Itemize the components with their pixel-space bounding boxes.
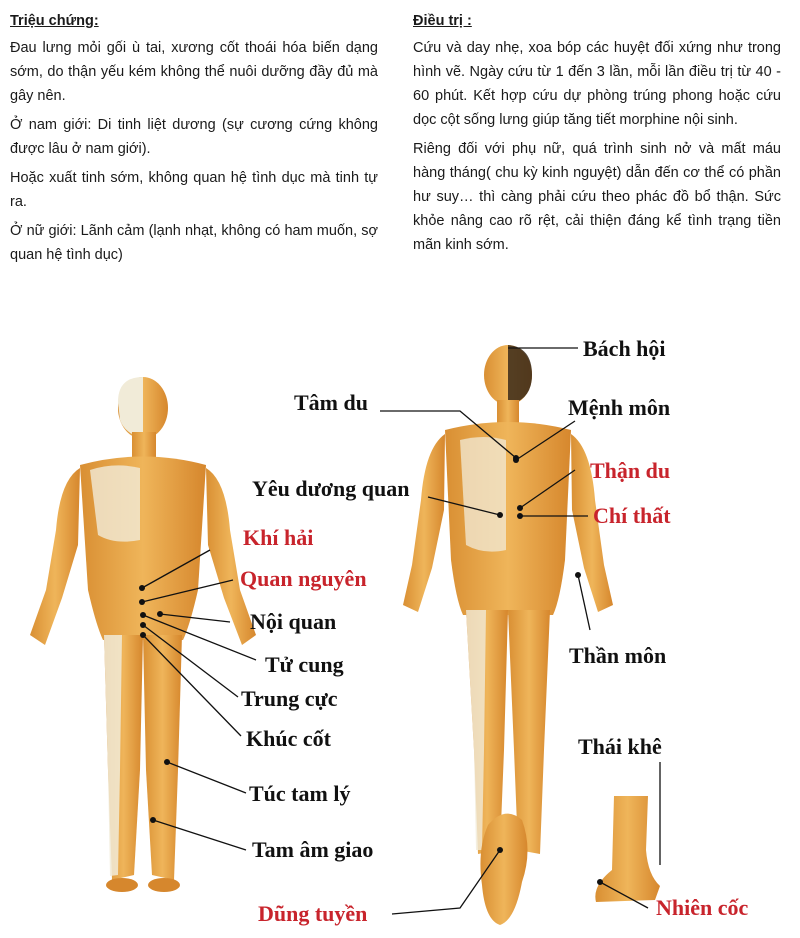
label-dung-tuyen: Dũng tuyền: [258, 901, 368, 926]
treatment-paragraph: Cứu và day nhẹ, xoa bóp các huyệt đối xứng như trong hình vẽ. Ngày cứu từ 1 đến 3 lần, mỗi lần điều trị từ 40 - 60 phút. Kết hợp cứu dự phòng trúng phong hoặc cứu dọc cột sống lưng giúp tăng tiết morphine nội sinh.: [413, 40, 781, 128]
label-chi-that: Chí thất: [593, 503, 671, 528]
foot-sole: [480, 814, 527, 925]
label-bach-hoi: Bách hội: [583, 336, 666, 361]
label-tu-cung: Tử cung: [265, 652, 344, 677]
label-trung-cuc: Trung cực: [241, 686, 338, 711]
symptoms-paragraph: Hoặc xuất tinh sớm, không quan hệ tình dục mà tinh tự ra.: [10, 170, 378, 210]
label-tam-du: Tâm du: [294, 390, 368, 415]
label-khi-hai: Khí hải: [243, 525, 314, 550]
treatment-paragraph: Riêng đối với phụ nữ, quá trình sinh nở và mất máu hàng tháng( chu kỳ kinh nguyệt) dẫn đến cơ thể có phần hư suy… thì càng phải cứu theo phác đồ bổ thận. Sức khỏe nâng cao rõ rệt, cải thiện đáng kể tình trạng tiền mãn kinh sớm.: [413, 141, 781, 253]
lower-leg: [595, 796, 660, 902]
symptoms-paragraph: Ở nam giới: Di tinh liệt dương (sự cương cứng không được lâu ở nam giới).: [10, 117, 378, 157]
label-tuc-tam-ly: Túc tam lý: [249, 781, 351, 806]
label-quan-nguyen: Quan nguyên: [240, 566, 367, 591]
symptoms-heading: Triệu chứng:: [10, 13, 99, 29]
leader-lines: [142, 348, 660, 914]
label-menh-mon: Mệnh môn: [568, 395, 671, 420]
symptoms-paragraph: Ở nữ giới: Lãnh cảm (lạnh nhạt, không có ham muốn, sợ quan hệ tình dục): [10, 223, 378, 263]
label-yeu-duong-quan: Yêu dương quan: [252, 476, 410, 501]
label-than-mon: Thần môn: [569, 643, 667, 668]
label-thai-khe: Thái khê: [578, 734, 662, 759]
treatment-heading: Điều trị :: [413, 13, 472, 29]
treatment-column: [413, 10, 781, 262]
label-noi-quan: Nội quan: [250, 609, 337, 634]
label-than-du: Thận du: [590, 458, 671, 483]
label-tam-am-giao: Tam âm giao: [252, 837, 374, 862]
body-illustration: [0, 330, 800, 938]
symptoms-column: [10, 10, 378, 272]
acupoint-figure: [0, 330, 800, 938]
back-body: [403, 345, 613, 854]
symptoms-paragraph: Đau lưng mỏi gối ù tai, xương cốt thoái hóa biến dạng sớm, do thận yếu kém không thể nuôi dưỡng đầy đủ mà gây nên.: [10, 40, 378, 104]
label-khuc-cot: Khúc cốt: [246, 726, 331, 751]
label-nhien-coc: Nhiên cốc: [656, 895, 749, 920]
